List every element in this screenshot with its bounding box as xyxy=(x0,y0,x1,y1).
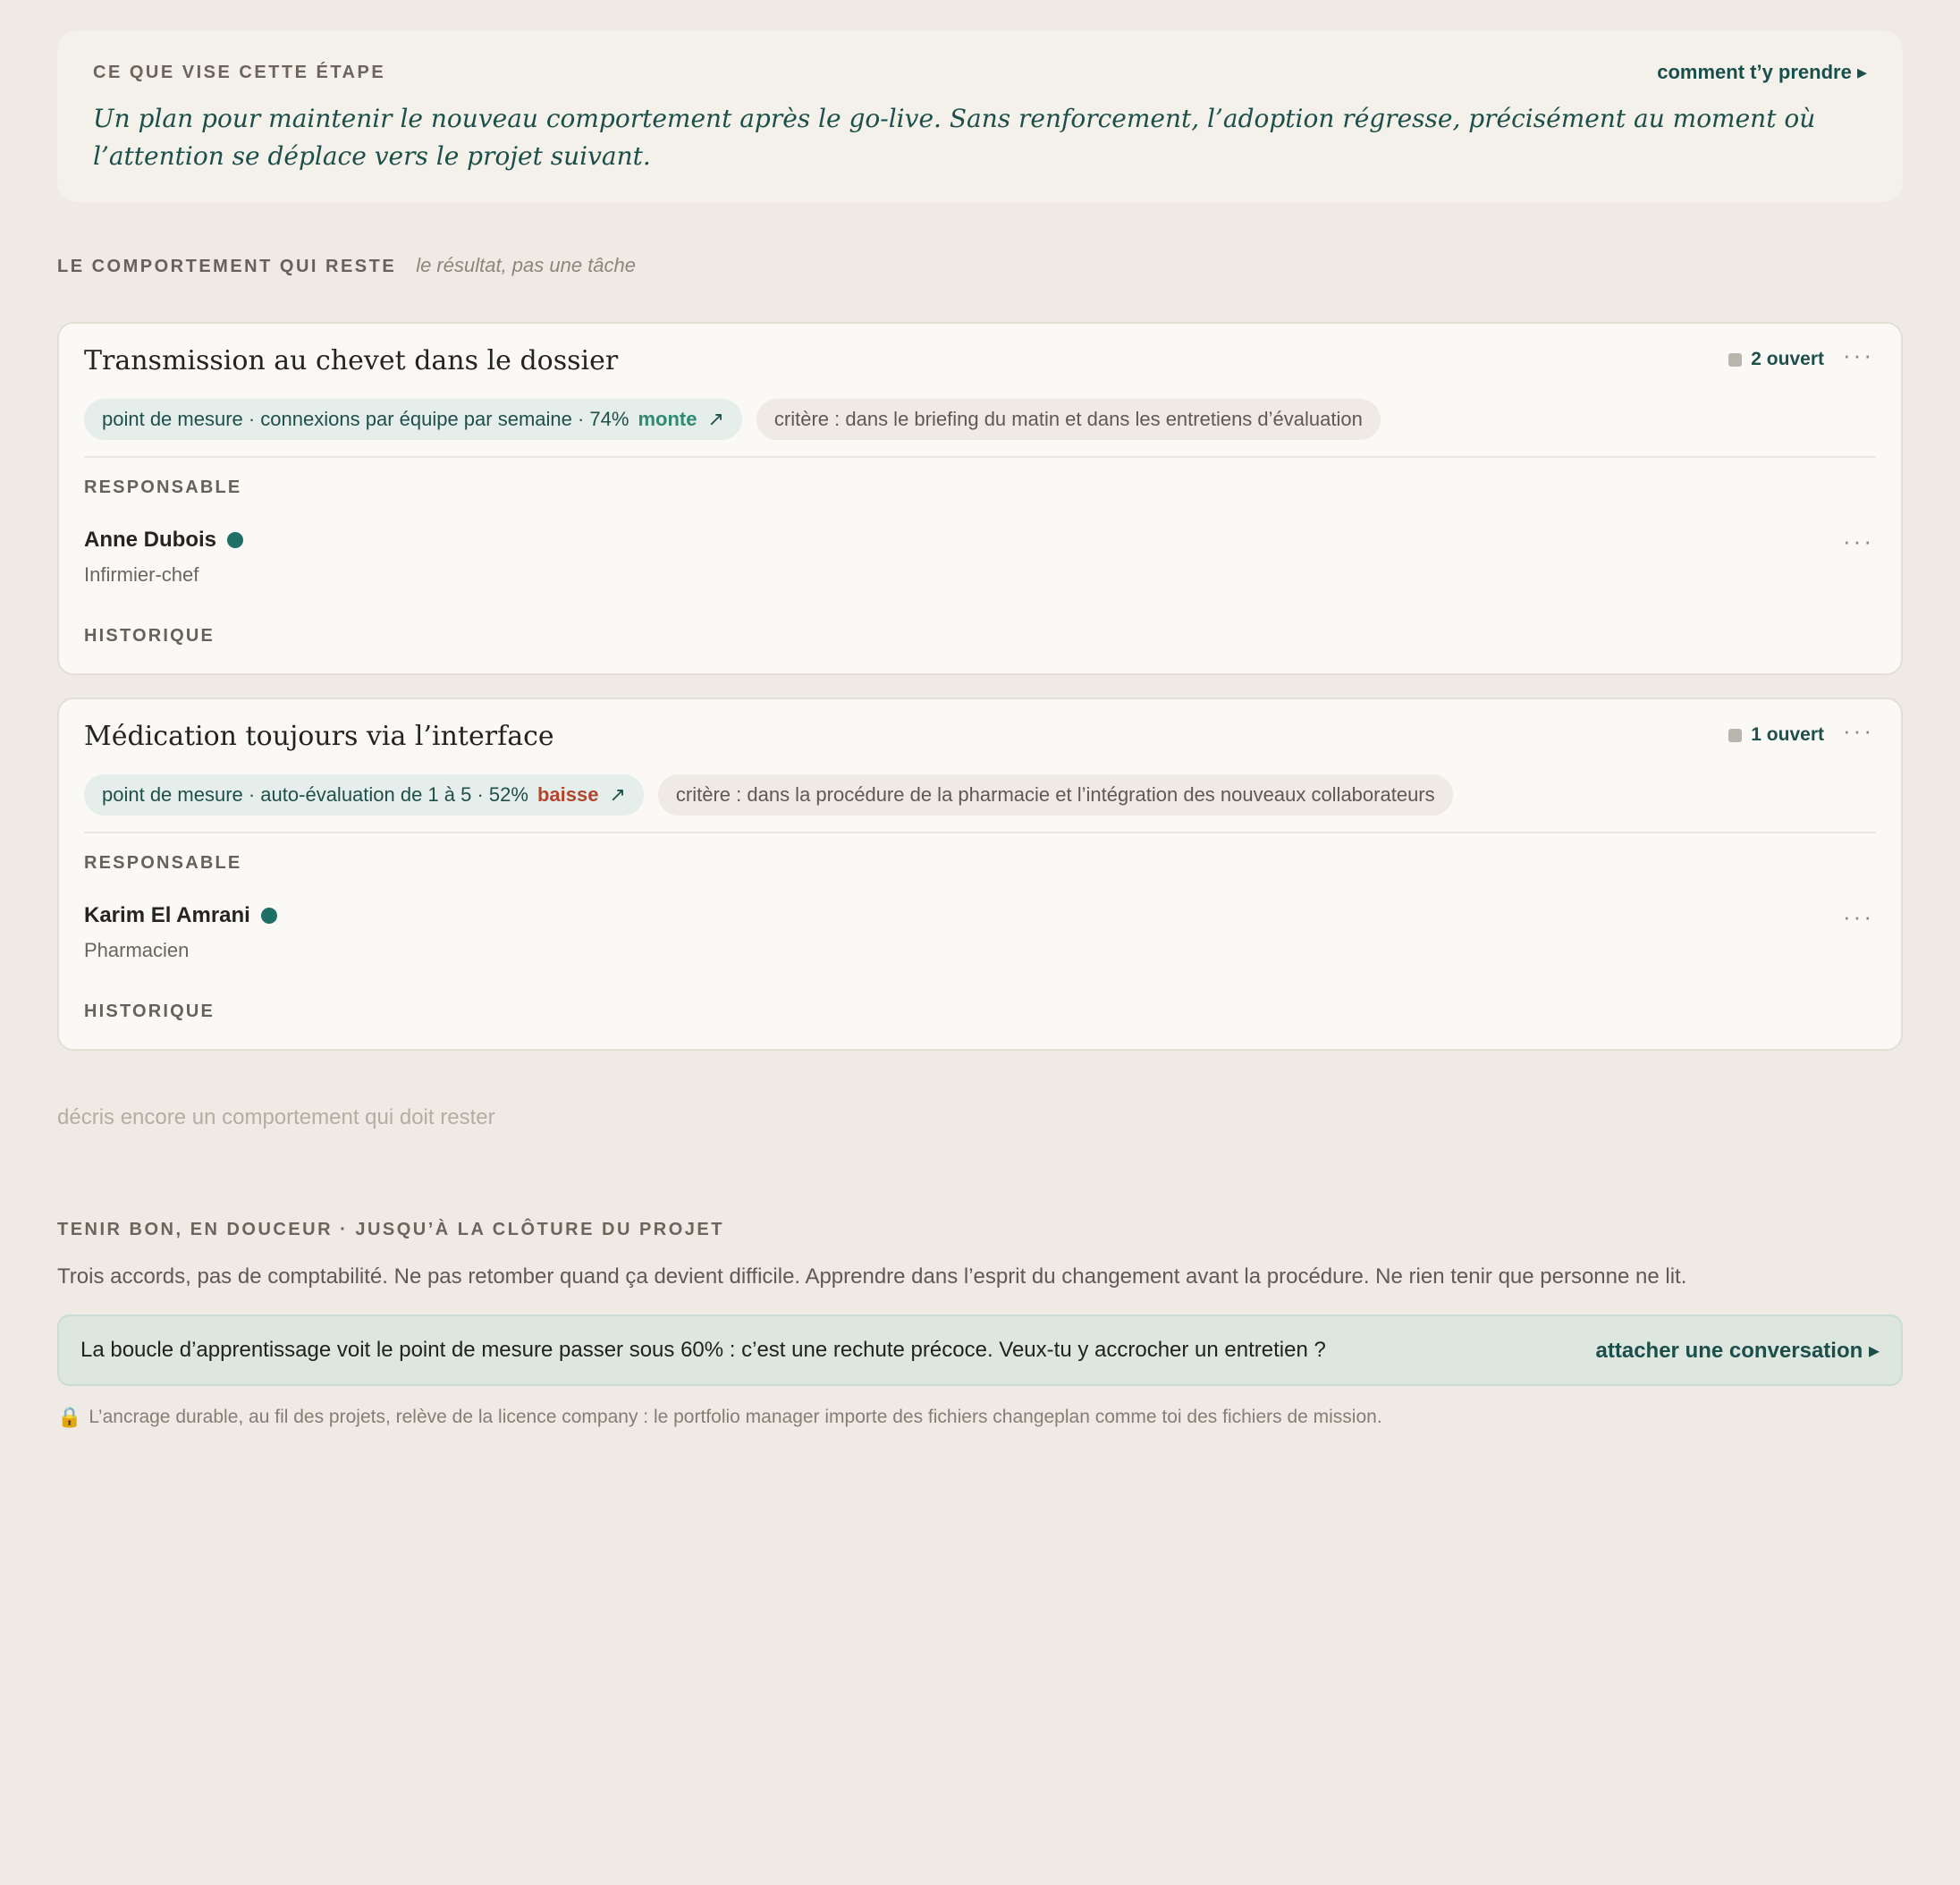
open-items-count: 2 ouvert xyxy=(1751,349,1824,369)
metric-text: point de mesure · auto-évaluation de 1 à 5 · 52% xyxy=(102,783,528,806)
card-divider xyxy=(84,456,1876,458)
presence-dot-icon xyxy=(261,908,277,924)
how-to-link[interactable]: comment t’y prendre ▸ xyxy=(1657,61,1867,83)
behavior-title[interactable]: Médication toujours via l’interface xyxy=(84,721,554,752)
license-footnote xyxy=(57,1406,1382,1429)
attach-conversation-button[interactable]: attacher une conversation ▸ xyxy=(1595,1338,1880,1363)
intro-eyebrow: CE QUE VISE CETTE ÉTAPE xyxy=(93,62,386,82)
footnote-text: L’ancrage durable, au fil des projets, relève de la licence company : le portfolio manager importe des fichiers changeplan comme toi des fichiers de mission. xyxy=(89,1407,1382,1427)
criterion-chip[interactable]: critère : dans le briefing du matin et dans les entretiens d’évaluation xyxy=(756,399,1381,440)
card-divider xyxy=(84,832,1876,833)
status-square-icon xyxy=(1728,729,1742,742)
owner-name-text: Anne Dubois xyxy=(84,528,216,552)
owner-label: RESPONSABLE xyxy=(84,853,242,873)
behavior-card xyxy=(57,697,1903,1051)
intro-panel xyxy=(57,30,1903,202)
behaviors-section-title: LE COMPORTEMENT QUI RESTE xyxy=(57,257,397,276)
owner-more-icon[interactable]: ··· xyxy=(1843,903,1874,930)
owner-name-text: Karim El Amrani xyxy=(84,903,250,927)
history-label[interactable]: HISTORIQUE xyxy=(84,1002,215,1021)
open-items-status[interactable] xyxy=(1728,349,1824,370)
metric-text: point de mesure · connexions par équipe par semaine · 74% xyxy=(102,408,629,430)
learning-loop-alert xyxy=(57,1314,1903,1386)
card-more-icon[interactable]: ··· xyxy=(1843,717,1874,744)
lock-icon: 🔒 xyxy=(57,1406,82,1428)
status-square-icon xyxy=(1728,353,1742,367)
behavior-card xyxy=(57,322,1903,675)
trend-arrow-icon: ↗ xyxy=(707,408,724,430)
metric-chip[interactable] xyxy=(84,774,644,816)
criterion-chip[interactable]: critère : dans la procédure de la pharmacie et l’intégration des nouveaux collaborateurs xyxy=(658,774,1453,816)
open-items-status[interactable] xyxy=(1728,724,1824,746)
metric-chip[interactable] xyxy=(84,399,742,440)
owner-more-icon[interactable]: ··· xyxy=(1843,528,1874,554)
alert-text: La boucle d’apprentissage voit le point de mesure passer sous 60% : c’est une rechute précoce. Veux-tu y accrocher un entretien ? xyxy=(80,1338,1326,1362)
behaviors-section-hint: le résultat, pas une tâche xyxy=(416,254,637,276)
owner-name[interactable] xyxy=(84,528,243,553)
owner-role: Pharmacien xyxy=(84,939,190,961)
intro-text: Un plan pour maintenir le nouveau comportement après le go-live. Sans renforcement, l’adoption régresse, précisément au moment où l’attention se déplace vers le projet suivant. xyxy=(93,104,1816,171)
owner-label: RESPONSABLE xyxy=(84,478,242,497)
add-behavior-input[interactable]: décris encore un comportement qui doit rester xyxy=(57,1105,495,1129)
trend-arrow-icon: ↗ xyxy=(609,783,626,806)
behavior-title[interactable]: Transmission au chevet dans le dossier xyxy=(84,345,619,376)
card-chips xyxy=(84,774,1453,816)
card-more-icon[interactable]: ··· xyxy=(1843,342,1874,368)
hold-section-text: Trois accords, pas de comptabilité. Ne pas retomber quand ça devient difficile. Apprendre dans l’esprit du changement avant la procédure. Ne rien tenir que personne ne lit. xyxy=(57,1264,1687,1289)
history-label[interactable]: HISTORIQUE xyxy=(84,626,215,646)
behaviors-section-header xyxy=(57,254,636,277)
open-items-count: 1 ouvert xyxy=(1751,724,1824,745)
hold-section-title: TENIR BON, EN DOUCEUR · JUSQU’À LA CLÔTURE DU PROJET xyxy=(57,1220,724,1239)
trend-label: baisse xyxy=(536,783,599,806)
trend-label: monte xyxy=(638,408,697,430)
owner-role: Infirmier-chef xyxy=(84,563,199,586)
card-chips xyxy=(84,399,1381,440)
presence-dot-icon xyxy=(227,532,243,548)
owner-name[interactable] xyxy=(84,903,277,928)
